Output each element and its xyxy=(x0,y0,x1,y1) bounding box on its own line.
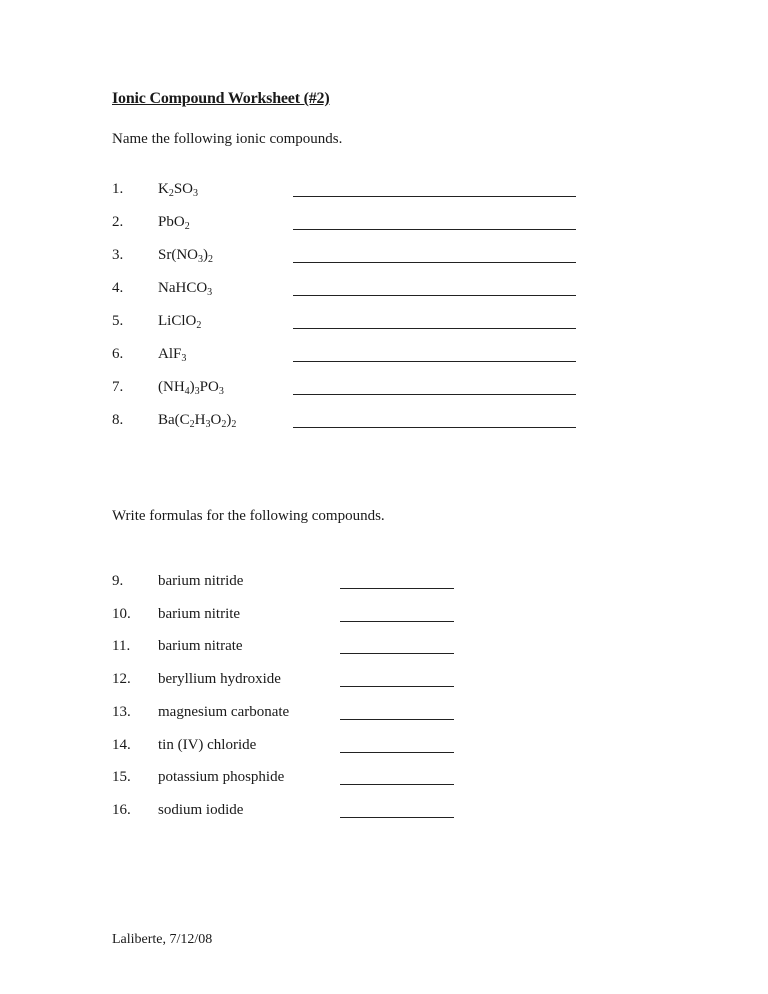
chemical-formula xyxy=(158,280,212,297)
worksheet-title: Ionic Compound Worksheet (#2) xyxy=(112,90,330,107)
formula-subscript: 2 xyxy=(196,320,202,331)
question-number: 14. xyxy=(112,737,131,753)
formula-subscript: 3 xyxy=(198,254,203,265)
chemical-formula xyxy=(158,346,186,363)
formula-text: Ba(C xyxy=(158,412,190,428)
answer-blank[interactable] xyxy=(340,653,454,654)
answer-blank[interactable] xyxy=(340,588,454,589)
question-row xyxy=(0,638,768,662)
instructions-name: Name the following ionic compounds. xyxy=(112,131,343,147)
question-row xyxy=(0,802,768,826)
formula-text: ) xyxy=(189,379,195,395)
compound-name: barium nitride xyxy=(158,573,244,589)
compound-name: barium nitrite xyxy=(158,606,241,622)
question-number: 10. xyxy=(112,606,131,622)
formula-subscript: 3 xyxy=(205,419,211,430)
answer-blank[interactable] xyxy=(293,196,576,197)
question-number: 12. xyxy=(112,671,131,687)
question-row xyxy=(0,671,768,695)
answer-blank[interactable] xyxy=(340,784,454,785)
formula-text: LiClO xyxy=(158,313,197,329)
question-row xyxy=(0,247,768,271)
formula-text: Sr(NO xyxy=(158,247,198,263)
question-number: 3. xyxy=(112,247,124,263)
formula-subscript: 2 xyxy=(221,419,227,430)
question-number: 6. xyxy=(112,346,124,362)
question-number: 4. xyxy=(112,280,124,296)
instructions-formula: Write formulas for the following compounds. xyxy=(112,508,385,524)
chemical-formula xyxy=(158,313,201,330)
question-number: 15. xyxy=(112,769,131,785)
question-row xyxy=(0,379,768,403)
question-number: 5. xyxy=(112,313,124,329)
footer-author-date: Laliberte, 7/12/08 xyxy=(112,932,213,947)
compound-name: beryllium hydroxide xyxy=(158,671,281,687)
compound-name: barium nitrate xyxy=(158,638,243,654)
answer-blank[interactable] xyxy=(293,262,576,263)
question-row xyxy=(0,181,768,205)
formula-text: H xyxy=(194,412,206,428)
question-number: 13. xyxy=(112,704,131,720)
question-number: 16. xyxy=(112,802,131,818)
formula-text: (NH xyxy=(158,379,185,395)
question-row xyxy=(0,313,768,337)
formula-subscript: 2 xyxy=(208,254,213,265)
answer-blank[interactable] xyxy=(340,817,454,818)
chemical-formula xyxy=(158,247,213,264)
question-row xyxy=(0,346,768,370)
chemical-formula xyxy=(158,181,198,198)
compound-name: potassium phosphide xyxy=(158,769,285,785)
formula-text: ) xyxy=(226,412,232,428)
answer-blank[interactable] xyxy=(293,229,576,230)
answer-blank[interactable] xyxy=(293,427,576,428)
formula-subscript: 2 xyxy=(184,221,190,232)
question-row xyxy=(0,214,768,238)
question-number: 9. xyxy=(112,573,124,589)
answer-blank[interactable] xyxy=(340,752,454,753)
answer-blank[interactable] xyxy=(340,719,454,720)
formula-subscript: 2 xyxy=(168,188,174,199)
question-number: 11. xyxy=(112,638,131,654)
answer-blank[interactable] xyxy=(293,328,576,329)
formula-text: ) xyxy=(203,247,208,263)
formula-subscript: 2 xyxy=(189,419,195,430)
compound-name: tin (IV) chloride xyxy=(158,737,257,753)
formula-subscript: 3 xyxy=(193,188,199,199)
formula-text: SO xyxy=(173,181,194,197)
answer-blank[interactable] xyxy=(293,361,576,362)
question-row xyxy=(0,737,768,761)
answer-blank[interactable] xyxy=(340,621,454,622)
compound-name: magnesium carbonate xyxy=(158,704,290,720)
formula-subscript: 3 xyxy=(207,287,213,298)
question-number: 1. xyxy=(112,181,124,197)
question-number: 7. xyxy=(112,379,124,395)
formula-text: K xyxy=(158,181,169,197)
chemical-formula xyxy=(158,412,236,429)
chemical-formula xyxy=(158,214,190,231)
formula-text: AlF xyxy=(158,346,182,362)
formula-text: O xyxy=(210,412,222,428)
answer-blank[interactable] xyxy=(340,686,454,687)
formula-subscript: 3 xyxy=(218,386,224,397)
question-number: 2. xyxy=(112,214,124,230)
answer-blank[interactable] xyxy=(293,394,576,395)
question-row xyxy=(0,412,768,436)
chemical-formula xyxy=(158,379,224,396)
question-row xyxy=(0,573,768,597)
question-row xyxy=(0,606,768,630)
question-row xyxy=(0,769,768,793)
question-number: 8. xyxy=(112,412,124,428)
formula-text: PO xyxy=(199,379,219,395)
formula-text: PbO xyxy=(158,214,185,230)
compound-name: sodium iodide xyxy=(158,802,244,818)
formula-subscript: 2 xyxy=(231,419,237,430)
answer-blank[interactable] xyxy=(293,295,576,296)
formula-subscript: 4 xyxy=(184,386,190,397)
question-row xyxy=(0,280,768,304)
formula-text: NaHCO xyxy=(158,280,208,296)
formula-subscript: 3 xyxy=(194,386,200,397)
formula-subscript: 3 xyxy=(181,353,187,364)
question-row xyxy=(0,704,768,728)
